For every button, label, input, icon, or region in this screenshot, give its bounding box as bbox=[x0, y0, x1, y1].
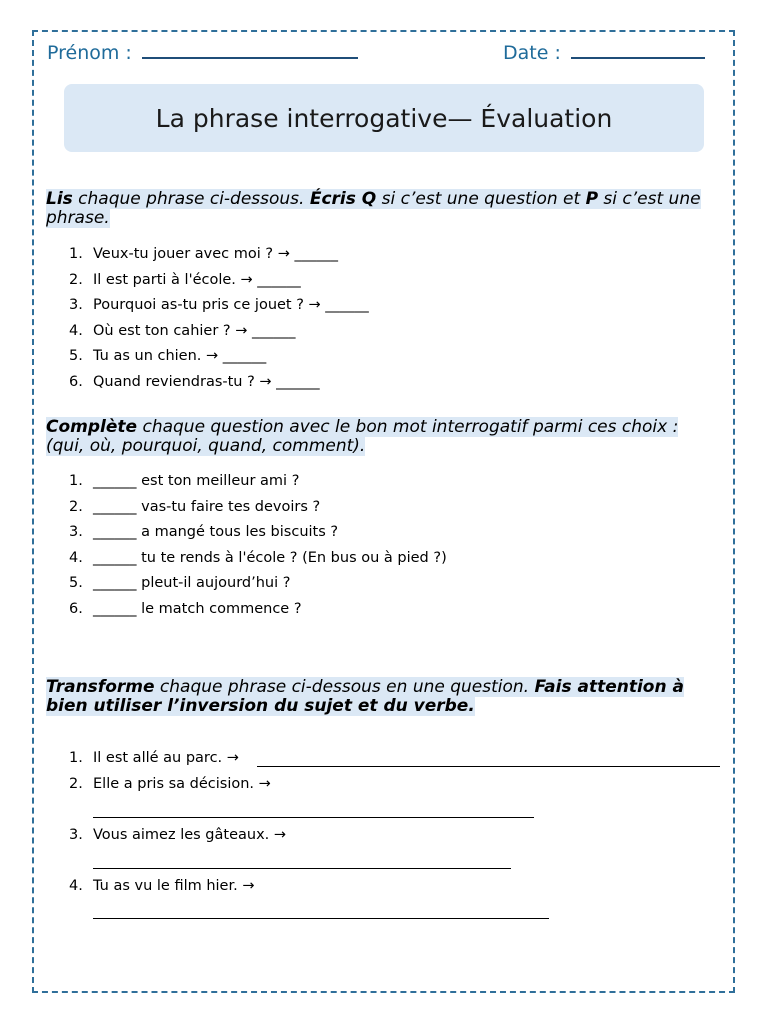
instr-text: chaque phrase ci-dessous en une question. bbox=[154, 677, 535, 697]
item-number: 6. bbox=[69, 600, 83, 617]
date-field bbox=[503, 42, 705, 64]
item-number: 2. bbox=[69, 775, 83, 792]
title-banner bbox=[64, 84, 704, 152]
item-text: Tu as vu le film hier. → bbox=[93, 877, 255, 894]
item-text[interactable]: Pourquoi as-tu pris ce jouet ? → ______ bbox=[93, 297, 369, 314]
item-text[interactable]: Veux-tu jouer avec moi ? → ______ bbox=[93, 246, 338, 262]
item-number: 1. bbox=[69, 246, 83, 262]
item-number: 1. bbox=[69, 473, 83, 489]
item-text[interactable]: ______ le match commence ? bbox=[93, 600, 302, 617]
item-number: 3. bbox=[69, 826, 83, 843]
item-text[interactable]: ______ vas-tu faire tes devoirs ? bbox=[93, 498, 321, 515]
item-text[interactable]: ______ est ton meilleur ami ? bbox=[93, 473, 300, 489]
section1-instruction bbox=[46, 190, 716, 228]
item-number: 4. bbox=[69, 877, 83, 894]
instr-text: si c’est une question et bbox=[376, 189, 586, 209]
item-number: 2. bbox=[69, 271, 83, 288]
instr-bold: P bbox=[585, 189, 599, 209]
item-number: 5. bbox=[69, 575, 83, 592]
answer-line-4[interactable] bbox=[93, 918, 549, 919]
item-number: 4. bbox=[69, 322, 83, 339]
prenom-field bbox=[47, 42, 358, 64]
item-number: 5. bbox=[69, 348, 83, 365]
prenom-label: Prénom : bbox=[47, 42, 132, 64]
item-text[interactable]: Il est parti à l'école. → ______ bbox=[93, 271, 301, 288]
instr-bold: Fais attention à bien utiliser l’inversion du sujet et du verbe. bbox=[46, 677, 684, 716]
item-text: Il est allé au parc. → bbox=[93, 750, 239, 766]
instr-bold: Transforme bbox=[46, 677, 155, 697]
answer-line-3[interactable] bbox=[93, 868, 511, 869]
instr-text: chaque question avec le bon mot interrogatif parmi ces choix : (qui, où, pourquoi, quand, comment). bbox=[46, 417, 679, 456]
item-text: Vous aimez les gâteaux. → bbox=[93, 826, 287, 843]
item-text[interactable]: ______ a mangé tous les biscuits ? bbox=[93, 524, 339, 541]
prenom-line bbox=[142, 56, 358, 59]
item-number: 1. bbox=[69, 750, 83, 766]
page-title: La phrase interrogative— Évaluation bbox=[155, 103, 613, 133]
item-number: 6. bbox=[69, 373, 83, 390]
instr-bold: Complète bbox=[46, 417, 138, 437]
date-label: Date : bbox=[503, 42, 561, 64]
instr-bold: Lis bbox=[46, 189, 73, 209]
item-number: 4. bbox=[69, 549, 83, 566]
instr-text: si c’est une phrase. bbox=[46, 189, 701, 228]
item-text[interactable]: Où est ton cahier ? → ______ bbox=[93, 322, 296, 339]
item-text[interactable]: ______ pleut-il aujourd’hui ? bbox=[93, 575, 291, 592]
instr-text: chaque phrase ci-dessous. bbox=[72, 189, 310, 209]
item-text: Elle a pris sa décision. → bbox=[93, 775, 271, 792]
item-text[interactable]: Quand reviendras-tu ? → ______ bbox=[93, 373, 320, 390]
section2-instruction bbox=[46, 418, 716, 456]
item-number: 2. bbox=[69, 498, 83, 515]
date-line bbox=[571, 56, 705, 59]
section3-instruction bbox=[46, 678, 716, 716]
item-text[interactable]: Tu as un chien. → ______ bbox=[93, 348, 267, 365]
item-text[interactable]: ______ tu te rends à l'école ? (En bus ou à pied ?) bbox=[93, 549, 447, 566]
instr-bold: Écris Q bbox=[309, 189, 377, 209]
answer-line-2[interactable] bbox=[93, 817, 534, 818]
item-number: 3. bbox=[69, 524, 83, 541]
answer-line-1[interactable] bbox=[257, 766, 720, 767]
item-number: 3. bbox=[69, 297, 83, 314]
